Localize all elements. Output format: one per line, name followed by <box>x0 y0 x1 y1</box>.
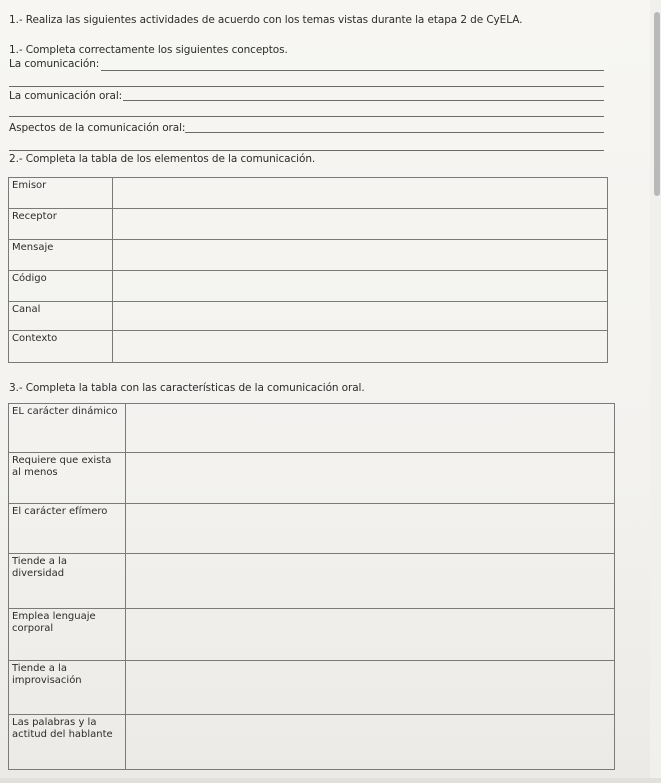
answer-line[interactable] <box>123 100 604 101</box>
instruction-text: 1.- Realiza las siguientes actividades de acuerdo con los temas vistas durante la etapa 2 de CyELA. <box>9 14 523 26</box>
row-label: Requiere que exista al menos <box>9 453 126 504</box>
answer-cell[interactable] <box>113 331 608 363</box>
section3-title: 3.- Completa la tabla con las características de la comunicación oral. <box>9 382 365 394</box>
table-row <box>9 302 608 331</box>
row-label: Las palabras y la actitud del hablante <box>9 715 126 770</box>
table-row <box>9 609 615 661</box>
answer-line[interactable] <box>101 70 604 71</box>
row-label: Contexto <box>9 331 113 363</box>
row-label: EL carácter dinámico <box>9 404 126 453</box>
answer-cell[interactable] <box>126 453 615 504</box>
answer-cell[interactable] <box>113 271 608 302</box>
table-row <box>9 404 615 453</box>
concept-label-comunicacion: La comunicación: <box>9 58 100 70</box>
row-label: Tiende a la diversidad <box>9 554 126 609</box>
scrollbar[interactable] <box>654 12 660 196</box>
table-row <box>9 240 608 271</box>
answer-cell[interactable] <box>126 661 615 715</box>
answer-line[interactable] <box>9 116 604 117</box>
answer-line[interactable] <box>9 150 604 151</box>
row-label: Código <box>9 271 113 302</box>
answer-line[interactable] <box>185 132 604 133</box>
answer-cell[interactable] <box>126 554 615 609</box>
answer-cell[interactable] <box>126 609 615 661</box>
table-row <box>9 178 608 209</box>
row-label: Canal <box>9 302 113 331</box>
row-label: Emplea lenguaje corporal <box>9 609 126 661</box>
concept-label-comunicacion-oral: La comunicación oral: <box>9 90 123 102</box>
section1-title: 1.- Completa correctamente los siguientes conceptos. <box>9 44 288 56</box>
answer-cell[interactable] <box>126 504 615 554</box>
table-row <box>9 453 615 504</box>
page-edge <box>0 778 661 783</box>
characteristics-table <box>8 403 615 770</box>
answer-cell[interactable] <box>126 404 615 453</box>
answer-cell[interactable] <box>113 302 608 331</box>
answer-cell[interactable] <box>113 178 608 209</box>
row-label: Emisor <box>9 178 113 209</box>
concept-label-aspectos: Aspectos de la comunicación oral: <box>9 122 186 134</box>
section2-title: 2.- Completa la tabla de los elementos de la comunicación. <box>9 153 316 165</box>
table-row <box>9 504 615 554</box>
table-row <box>9 715 615 770</box>
table-row <box>9 661 615 715</box>
table-row <box>9 271 608 302</box>
row-label: Receptor <box>9 209 113 240</box>
answer-cell[interactable] <box>113 240 608 271</box>
row-label: Tiende a la improvisación <box>9 661 126 715</box>
table-row <box>9 554 615 609</box>
answer-line[interactable] <box>9 86 604 87</box>
row-label: Mensaje <box>9 240 113 271</box>
table-row <box>9 209 608 240</box>
elements-table <box>8 177 608 363</box>
answer-cell[interactable] <box>113 209 608 240</box>
answer-cell[interactable] <box>126 715 615 770</box>
table-row <box>9 331 608 363</box>
row-label: El carácter efímero <box>9 504 126 554</box>
